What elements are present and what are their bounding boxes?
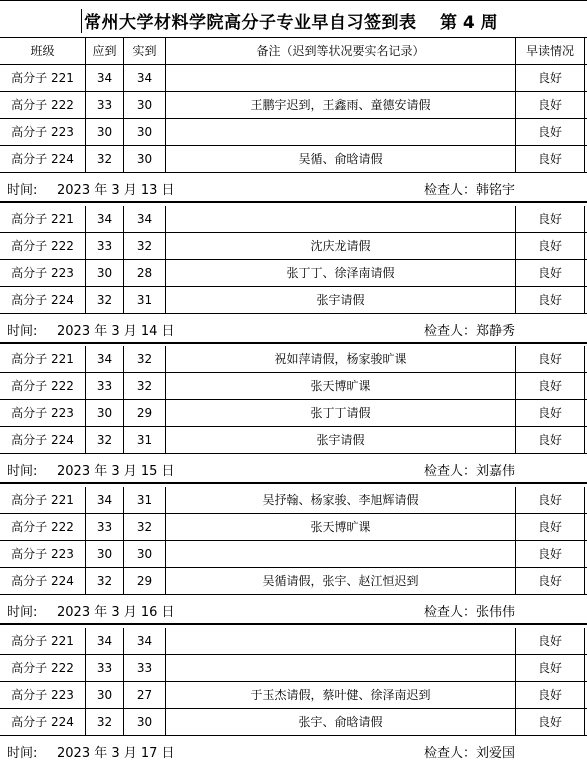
cell-note [166, 65, 516, 91]
cell-class: 高分子 222 [0, 655, 86, 681]
header-expected: 应到 [86, 38, 124, 64]
cell-actual: 31 [124, 427, 166, 453]
date-value: 2023 年 3 月 17 日 [57, 746, 175, 761]
cell-expected: 30 [86, 682, 124, 708]
cell-status: 良好 [516, 260, 585, 286]
cell-class: 高分子 222 [0, 92, 86, 118]
cell-class: 高分子 224 [0, 568, 86, 594]
cell-actual: 34 [124, 206, 166, 232]
cell-status: 良好 [516, 400, 585, 426]
header-status: 早读情况 [516, 38, 585, 64]
cell-class: 高分子 223 [0, 260, 86, 286]
cell-note [166, 119, 516, 145]
cell-actual: 27 [124, 682, 166, 708]
inspector-name: 检查人：刘爱国 [424, 746, 516, 761]
cell-expected: 30 [86, 260, 124, 286]
table-row [0, 119, 587, 146]
table-row [0, 287, 587, 314]
cell-class: 高分子 224 [0, 146, 86, 172]
text-cursor [81, 9, 82, 33]
cell-actual: 29 [124, 400, 166, 426]
cell-actual: 30 [124, 709, 166, 735]
table-row [0, 682, 587, 709]
date-value: 2023 年 3 月 13 日 [57, 183, 175, 198]
inspector-name: 检查人：郑静秀 [424, 324, 516, 339]
cell-status: 良好 [516, 487, 585, 513]
cell-class: 高分子 221 [0, 65, 86, 91]
time-label: 时间: [7, 464, 38, 479]
header-note: 备注（迟到等状况要实名记录） [166, 38, 516, 64]
cell-expected: 33 [86, 92, 124, 118]
sheet-title: 常州大学材料学院高分子专业早自习签到表 [84, 13, 417, 33]
cell-status: 良好 [516, 65, 585, 91]
week-label: 第 4 周 [440, 13, 498, 33]
cell-actual: 32 [124, 373, 166, 399]
cell-expected: 34 [86, 65, 124, 91]
day-footer [0, 454, 587, 484]
cell-note: 吴循请假，张宇、赵江恒迟到 [166, 568, 516, 594]
cell-expected: 34 [86, 346, 124, 372]
cell-class: 高分子 224 [0, 427, 86, 453]
day-footer [0, 173, 587, 203]
table-row [0, 146, 587, 173]
cell-class: 高分子 224 [0, 709, 86, 735]
inspector-name: 检查人：张伟伟 [424, 605, 516, 620]
date-value: 2023 年 3 月 14 日 [57, 324, 175, 339]
time-label: 时间: [7, 605, 38, 620]
cell-status: 良好 [516, 92, 585, 118]
time-label: 时间: [7, 746, 38, 761]
cell-status: 良好 [516, 514, 585, 540]
table-row [0, 628, 587, 655]
cell-note: 张天博旷课 [166, 373, 516, 399]
cell-note [166, 206, 516, 232]
cell-expected: 33 [86, 514, 124, 540]
cell-expected: 32 [86, 709, 124, 735]
cell-actual: 32 [124, 346, 166, 372]
cell-actual: 30 [124, 92, 166, 118]
inspector-name: 检查人：刘嘉伟 [424, 464, 516, 479]
cell-note: 张丁丁、徐泽南请假 [166, 260, 516, 286]
cell-actual: 28 [124, 260, 166, 286]
cell-class: 高分子 223 [0, 682, 86, 708]
table-row [0, 514, 587, 541]
cell-class: 高分子 221 [0, 206, 86, 232]
cell-actual: 31 [124, 487, 166, 513]
cell-actual: 32 [124, 514, 166, 540]
table-header-row [0, 38, 587, 65]
cell-expected: 33 [86, 655, 124, 681]
day-footer [0, 736, 587, 766]
table-row [0, 709, 587, 736]
cell-expected: 32 [86, 427, 124, 453]
table-row [0, 373, 587, 400]
cell-status: 良好 [516, 119, 585, 145]
cell-status: 良好 [516, 373, 585, 399]
cell-actual: 34 [124, 65, 166, 91]
cell-note: 张宇请假 [166, 427, 516, 453]
cell-actual: 30 [124, 146, 166, 172]
cell-class: 高分子 222 [0, 514, 86, 540]
cell-expected: 32 [86, 146, 124, 172]
cell-actual: 29 [124, 568, 166, 594]
table-row [0, 400, 587, 427]
table-row [0, 568, 587, 595]
time-label: 时间: [7, 324, 38, 339]
date-value: 2023 年 3 月 16 日 [57, 605, 175, 620]
cell-status: 良好 [516, 709, 585, 735]
cell-note: 张天博旷课 [166, 514, 516, 540]
cell-actual: 31 [124, 287, 166, 313]
table-row [0, 206, 587, 233]
cell-status: 良好 [516, 146, 585, 172]
day-footer [0, 314, 587, 344]
cell-actual: 34 [124, 628, 166, 654]
cell-expected: 30 [86, 119, 124, 145]
cell-status: 良好 [516, 287, 585, 313]
cell-class: 高分子 223 [0, 119, 86, 145]
cell-expected: 34 [86, 206, 124, 232]
cell-actual: 30 [124, 541, 166, 567]
cell-status: 良好 [516, 628, 585, 654]
table-row [0, 541, 587, 568]
cell-note: 张宇请假 [166, 287, 516, 313]
date-value: 2023 年 3 月 15 日 [57, 464, 175, 479]
sheet-title-bar [0, 0, 587, 38]
cell-note: 王鹏宇迟到，王鑫雨、童德安请假 [166, 92, 516, 118]
cell-note: 张丁丁请假 [166, 400, 516, 426]
inspector-name: 检查人：韩铭宇 [424, 183, 516, 198]
cell-expected: 32 [86, 568, 124, 594]
cell-expected: 34 [86, 628, 124, 654]
cell-expected: 30 [86, 541, 124, 567]
cell-class: 高分子 221 [0, 487, 86, 513]
cell-status: 良好 [516, 346, 585, 372]
cell-status: 良好 [516, 206, 585, 232]
cell-expected: 30 [86, 400, 124, 426]
table-row [0, 65, 587, 92]
cell-class: 高分子 222 [0, 373, 86, 399]
cell-class: 高分子 222 [0, 233, 86, 259]
cell-status: 良好 [516, 233, 585, 259]
table-row [0, 233, 587, 260]
cell-status: 良好 [516, 682, 585, 708]
cell-class: 高分子 223 [0, 541, 86, 567]
cell-note: 张宇、俞晗请假 [166, 709, 516, 735]
day-footer [0, 595, 587, 625]
cell-note: 沈庆龙请假 [166, 233, 516, 259]
cell-status: 良好 [516, 655, 585, 681]
cell-note [166, 655, 516, 681]
header-actual: 实到 [124, 38, 166, 64]
cell-expected: 33 [86, 233, 124, 259]
header-class: 班级 [0, 38, 86, 64]
cell-status: 良好 [516, 427, 585, 453]
cell-class: 高分子 221 [0, 346, 86, 372]
cell-status: 良好 [516, 541, 585, 567]
cell-class: 高分子 221 [0, 628, 86, 654]
cell-note: 吴抒翰、杨家骏、李旭辉请假 [166, 487, 516, 513]
cell-status: 良好 [516, 568, 585, 594]
cell-note: 于玉杰请假，蔡叶健、徐泽南迟到 [166, 682, 516, 708]
table-row [0, 655, 587, 682]
cell-note: 祝如萍请假，杨家骏旷课 [166, 346, 516, 372]
cell-note [166, 628, 516, 654]
cell-note: 吴循、俞晗请假 [166, 146, 516, 172]
cell-actual: 30 [124, 119, 166, 145]
cell-actual: 33 [124, 655, 166, 681]
cell-actual: 32 [124, 233, 166, 259]
cell-note [166, 541, 516, 567]
cell-expected: 33 [86, 373, 124, 399]
cell-expected: 34 [86, 487, 124, 513]
cell-class: 高分子 223 [0, 400, 86, 426]
table-row [0, 487, 587, 514]
table-row [0, 346, 587, 373]
table-row [0, 260, 587, 287]
cell-class: 高分子 224 [0, 287, 86, 313]
table-row [0, 92, 587, 119]
cell-expected: 32 [86, 287, 124, 313]
time-label: 时间: [7, 183, 38, 198]
table-row [0, 427, 587, 454]
